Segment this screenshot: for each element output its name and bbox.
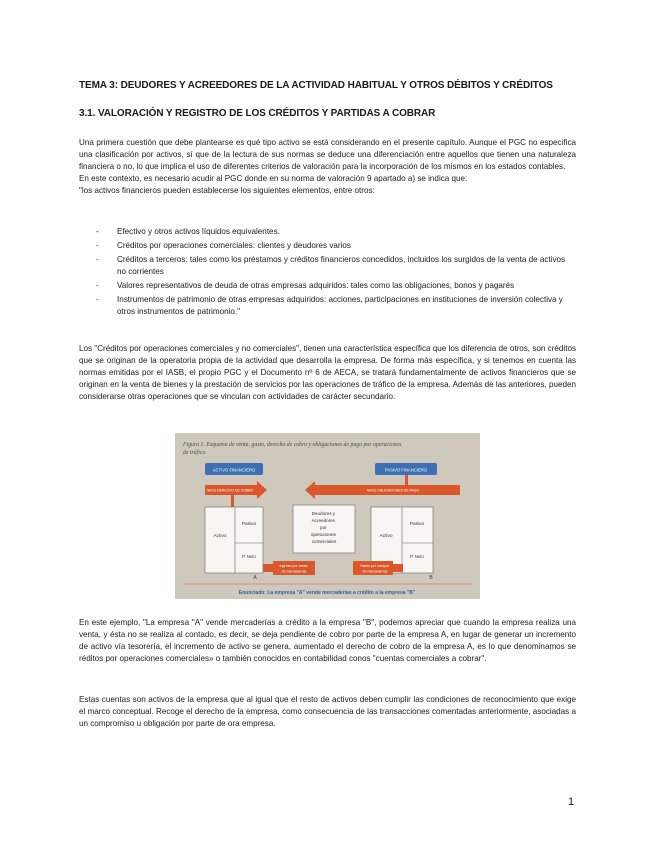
pasivo-label: Pasivo [409,522,425,527]
accounting-diagram [175,433,480,599]
accounting-diagram-figure [175,433,480,599]
list-item [79,280,576,292]
list-item-text: Efectivo y otros activos líquidos equivalentes. [117,227,280,236]
enunciado-text: Enunciado: La empresa "A" vende mercaderías a crédito a la empresa "B" [238,590,416,596]
conclusion-paragraph: Estas cuentas son activos de la empresa que al igual que el resto de activos deben cumplir las condiciones de reconocimiento que exige el marco conceptual. Recoge el derecho de la empresa, como consecuencia de las transacciones comentadas anteriormente, asociadas a un compromiso u obligación por parte de ora empresa. [79,695,576,728]
list-item [79,254,576,278]
list-item-text: Créditos por operaciones comerciales: clientes y deudores varios [117,241,351,250]
financial-assets-list [79,226,576,320]
activo-financiero-label: ACTIVO FINANCIERO [212,467,256,473]
list-item [79,226,576,238]
pasivo-financiero-label: PASIVO FINANCIERO [384,467,428,473]
quote-intro-text: "los activos financieros pueden establecerse los siguientes elementos, entre otros: [79,186,375,195]
obligaciones-pago-label: NACE OBLIGACIONES DE PAGO [366,488,420,493]
activo-label: Activo [213,534,227,539]
balance-box [205,507,263,573]
bullet-dash: - [96,281,99,290]
commercial-credits-paragraph: Los "Créditos por operaciones comerciales y no comerciales", tienen una característica específica que los diferencia de otros, son créditos que se originan de la operatoria propia de la actividad que desarrolla la empresa. De forma más específica, y si tenemos en cuenta las normas emitidas por el IASB, el propio PGC y el Documento nº 6 de AECA, se tratará fundamentalmente de activos financieros que se originan en la venta de bienes y la prestación de servicios por las operaciones de tráfico de la empresa. Además de las anteriores, pueden considerarse otras operaciones que se vinculan con actividades de carácter secundario. [79,344,576,401]
bullet-dash: - [96,227,99,236]
chapter-title: TEMA 3: DEUDORES Y ACREEDORES DE LA ACTIVIDAD HABITUAL Y OTROS DÉBITOS Y CRÉDITOS [79,80,553,91]
company-b-label: B [429,575,433,581]
list-item [79,240,576,252]
income-arrow-label: Ingreso por venta de mercaderías [279,564,308,574]
bullet-dash: - [96,241,99,250]
pasivo-label: Pasivo [241,522,257,527]
list-item-text: Créditos a terceros: tales como los préstamos y créditos financieros concedidos, incluidos los surgidos de la venta de activos no corrientes [117,255,566,276]
activo-label: Activo [379,534,393,539]
list-item-text: Instrumentos de patrimonio de otras empresas adquiridos: acciones, participaciones en instituciones de inversión colectiva y otros instrumentos de patrimonio." [117,295,563,316]
intro-paragraph [79,137,576,197]
page-number: 1 [568,796,575,808]
norm-reference-text: En este contexto, es necesario acudir al PGC donde en su norma de valoración 9 apartado a) se indica que: [79,174,468,183]
right-connector [405,475,408,485]
balance-sheet-a [205,507,263,581]
center-box-text: Deudores y Acreedores por operaciones comerciales [310,511,337,544]
section-title: 3.1. VALORACIÓN Y REGISTRO DE LOS CRÉDITOS Y PARTIDAS A COBRAR [79,108,436,119]
pneto-label: P. Neto [242,554,256,559]
derecho-cobro-label: NACE DERECHO DE COBRO [206,488,254,493]
pneto-label: P. Neto [410,554,424,559]
figure-caption: Figura 1. Esquema de venta, gasto, derecho de cobro y obligaciones de pago por operaciones de tráfico [183,442,402,456]
expense-arrow-label: Gasto por compra de mercaderías [360,564,389,574]
example-paragraph: En este ejemplo, "La empresa "A" vende mercaderías a crédito a la empresa "B", podemos apreciar que cuando la empresa realiza una venta, y ésta no se realiza al contado, es decir, se deja pendiente de cobro por parte de la empresa A, en lugar de generar un incremento de activo vía tesorería, el incremento de activo se genera, aumentado el derecho de cobro de la empresa A, es lo que denominamos se réditos por operaciones comerciales» o también conocidos en contabilidad conos "cuentas comerciales a cobrar". [79,618,576,663]
bullet-dash: - [96,295,99,304]
left-connector [231,495,234,507]
list-item-text: Valores representativos de deuda de otras empresas adquiridos: tales como las obligaciones, bonos y pagarés [117,281,515,290]
company-a-label: A [253,575,257,581]
intro-paragraph-text: Una primera cuestión que debe plantearse es qué tipo activo se está considerando en el presente capítulo. Aunque el PGC no especifica una clasificación por activos, sí que de la lectura de sus normas se deduce una diferenciación entre aquellos que tienen una naturaleza financiera o no, lo que implica el uso de diferentes criterios de valoración para la incorporación de los mismos en los estados contables. [79,138,576,171]
bullet-dash: - [96,255,99,264]
list-item [79,294,576,318]
